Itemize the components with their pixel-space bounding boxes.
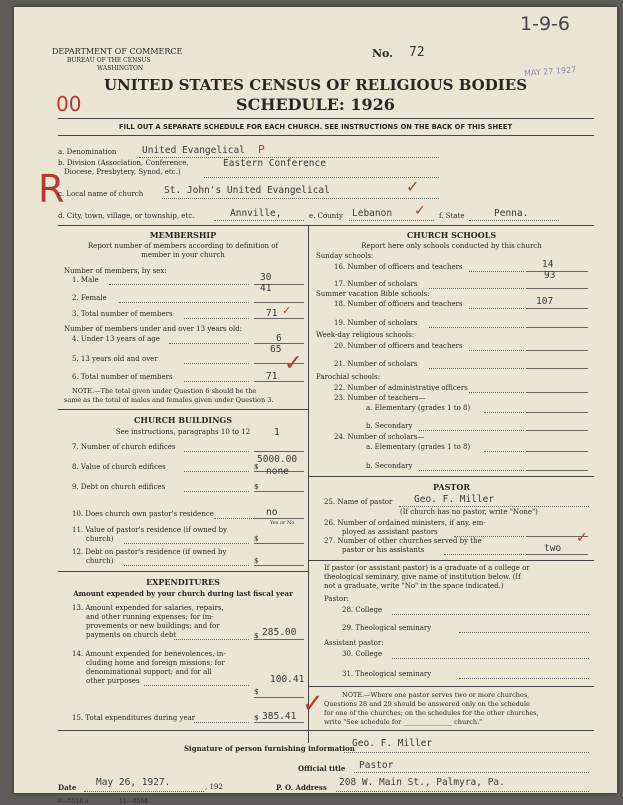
expenditures-intro: Amount expended by your church during last fiscal year — [73, 589, 293, 598]
q23a-label: a. Elementary (grades 1 to 8) — [366, 404, 471, 412]
division-value: Eastern Conference — [223, 158, 326, 169]
instruction-banner: FILL OUT A SEPARATE SCHEDULE FOR EACH CHURCH. SEE INSTRUCTIONS ON THE BACK OF THIS SHEET — [118, 123, 513, 131]
po-address-value: 208 W. Main St., Palmyra, Pa. — [339, 777, 505, 788]
q25-value: Geo. F. Miller — [414, 494, 495, 505]
check-mark-q15: ✓ — [302, 689, 324, 719]
q10-yes-no-hint: Yes or No — [270, 520, 295, 526]
members-by-age-label: Number of members under and over 13 years old: — [64, 325, 243, 333]
pastor-note-3: for one of the churches; on the schedules for the other churches, — [324, 709, 539, 717]
schedule-no-prefix: No. — [372, 47, 394, 60]
po-address-label: P. O. Address — [276, 783, 327, 792]
expenditures-heading: EXPENDITURES — [146, 577, 220, 587]
division-label-2: Diocese, Presbytery, Synod, etc.) — [64, 168, 181, 176]
q13-line-3: provements or new buildings; and for — [86, 622, 220, 630]
q3-total-value: 71 — [266, 308, 278, 319]
q25-hint: (If church has no pastor, write "None") — [400, 508, 538, 516]
q19-label: 19. Number of scholars — [334, 319, 418, 327]
q16-label: 16. Number of officers and teachers — [334, 263, 463, 271]
census-schedule-sheet — [14, 7, 617, 805]
q9-debt-label: 9. Debt on church edifices — [72, 483, 166, 491]
received-date-stamp: MAY 27 1927 — [523, 65, 577, 78]
denomination-label: a. Denomination — [58, 148, 117, 156]
q13-line-4: payments on church debt — [86, 631, 177, 639]
q13-line-1: 13. Amount expended for salaries, repairs, — [72, 604, 224, 612]
state-value: Penna. — [494, 208, 529, 219]
city-value: Annville, — [230, 208, 282, 219]
signature-value: Geo. F. Miller — [352, 738, 433, 749]
pastor-note-4: write "See schedule for _______________ church." — [324, 718, 483, 726]
county-value: Lebanon — [352, 208, 393, 219]
q16-value: 14 — [542, 259, 554, 270]
q3-total-label: 3. Total number of members — [72, 310, 173, 318]
summer-schools-label: Summer vacation Bible schools: — [316, 290, 430, 298]
q10-owns-residence-value: no — [266, 507, 278, 518]
q25-label: 25. Name of pastor — [324, 498, 393, 506]
buildings-intro: See instructions, paragraphs 10 to 12 — [115, 428, 251, 436]
department-name: DEPARTMENT OF COMMERCE — [52, 47, 183, 56]
q14-line-1: 14. Amount expended for benevolences, in- — [72, 650, 226, 658]
q4-under13-value: 6 — [276, 333, 282, 344]
q1-male-value: 30 — [260, 272, 272, 283]
check-mark-local-name: ✓ — [406, 177, 420, 196]
schools-intro: Report here only schools conducted by this church — [361, 242, 542, 250]
division-label: b. Division (Association, Conference, — [58, 159, 189, 167]
q24b-label: b. Secondary — [366, 462, 413, 470]
q2-female-label: 2. Female — [72, 294, 107, 302]
membership-heading: MEMBERSHIP — [149, 230, 217, 240]
q26-label: 26. Number of ordained ministers, if any, em- — [324, 519, 486, 527]
q13-line-2: and other running expenses; for im- — [86, 613, 214, 621]
q14-line-4: other purposes — [86, 677, 140, 685]
county-label: e. County — [309, 212, 343, 220]
q6-total-value: 71 — [266, 371, 278, 382]
q30-label: 30. College — [342, 650, 383, 658]
q29-label: 29. Theological seminary — [342, 624, 432, 632]
q4-under13-label: 4. Under 13 years of age — [72, 335, 160, 343]
pastor-note-1: NOTE.—Where one pastor serves two or more churches, — [342, 691, 530, 699]
q27-value: two — [544, 543, 562, 554]
corner-pencil-note: 1-9-6 — [520, 13, 570, 35]
q18-label: 18. Number of officers and teachers — [334, 300, 463, 308]
q10-owns-residence-label: 10. Does church own pastor's residence — [72, 510, 214, 518]
q14-line-2: cluding home and foreign missions; for — [86, 659, 225, 667]
sunday-schools-label: Sunday schools: — [316, 252, 374, 260]
date-label: Date — [58, 783, 77, 792]
local-name-value: St. John's United Evangelical — [164, 185, 330, 196]
q7-edifices-label: 7. Number of church edifices — [72, 443, 176, 451]
check-mark-q3: ✓ — [282, 304, 292, 317]
q17-label: 17. Number of scholars — [334, 280, 418, 288]
pastor-heading: PASTOR — [433, 482, 470, 492]
q11-dollar: $ — [254, 535, 259, 543]
date-suffix: , 192 — [205, 783, 223, 791]
q15-total-label: 15. Total expenditures during year — [72, 714, 196, 722]
q21-label: 21. Number of scholars — [334, 360, 418, 368]
q2-female-value: 41 — [260, 283, 272, 294]
members-by-sex-label: Number of members, by sex: — [64, 267, 167, 275]
schools-heading: CHURCH SCHOOLS — [406, 230, 497, 240]
q1-male-label: 1. Male — [72, 276, 99, 284]
q20-label: 20. Number of officers and teachers — [334, 342, 463, 350]
denomination-value: United Evangelical — [142, 145, 245, 156]
q23-label: 23. Number of teachers— — [334, 394, 426, 402]
q9-debt-value: none — [266, 466, 289, 477]
q28-label: 28. College — [342, 606, 383, 614]
check-mark-q6: ✓ — [284, 351, 303, 376]
form-code: 6—5518 a — [58, 798, 89, 805]
signature-label: Signature of person furnishing information — [184, 744, 355, 753]
membership-intro-2: member in your church — [141, 251, 225, 259]
schedule-number: 72 — [409, 45, 425, 60]
q24-label: 24. Number of scholars— — [334, 433, 425, 441]
graduate-line-1: If pastor (or assistant pastor) is a graduate of a college or — [324, 564, 530, 572]
q11-residence-value-label: 11. Value of pastor's residence (if owned by — [72, 526, 227, 534]
q26-label-2: ployed as assistant pastors — [342, 528, 438, 536]
q14-amount: 100.41 — [270, 674, 305, 685]
official-title-label: Official title — [298, 764, 346, 773]
q27-label-2: pastor or his assistants — [342, 546, 425, 554]
membership-intro-1: Report number of members according to definition of — [87, 242, 279, 250]
q5-over13-value: 65 — [270, 344, 282, 355]
pastor-note-2: Questions 28 and 29 should be answered only on the schedule — [324, 700, 530, 708]
q17-value: 93 — [544, 270, 556, 281]
q8-value-label: 8. Value of church edifices — [72, 463, 166, 471]
city-label: d. City, town, village, or township, etc. — [58, 212, 195, 220]
q7-edifices-value: 1 — [274, 427, 280, 438]
check-mark-county: ✓ — [414, 203, 426, 219]
q15-dollar: $ — [254, 714, 259, 722]
graduate-line-3: not a graduate, write "No" in the space indicated.) — [324, 582, 504, 590]
red-zero-mark: 00 — [56, 92, 82, 116]
form-subtitle: SCHEDULE: 1926 — [236, 95, 395, 114]
weekday-schools-label: Week-day religious schools: — [316, 331, 415, 339]
buildings-heading: CHURCH BUILDINGS — [134, 415, 232, 425]
red-p-mark: P — [258, 143, 265, 156]
q8-dollar: $ — [254, 463, 259, 471]
official-title-value: Pastor — [359, 760, 394, 771]
q11-residence-value-label-2: church) — [86, 535, 114, 543]
red-r-mark: R — [38, 167, 65, 211]
check-mark-q27: ✓ — [576, 530, 588, 546]
q15-amount: 385.41 — [262, 711, 297, 722]
q14-dollar: $ — [254, 688, 259, 696]
q12-residence-debt-label-2: church) — [86, 557, 114, 565]
q14-line-3: denominational support; and for all — [86, 668, 212, 676]
q12-dollar: $ — [254, 557, 259, 565]
membership-note-1: NOTE.—The total given under Question 6 should be the — [72, 387, 257, 395]
bureau-city: WASHINGTON — [97, 65, 144, 72]
graduate-line-2: theological seminary, give name of institution below. (If — [324, 573, 521, 581]
q24a-label: a. Elementary (grades 1 to 8) — [366, 443, 471, 451]
q18-value: 107 — [536, 296, 554, 307]
q6-total-label: 6. Total number of members — [72, 373, 173, 381]
q8-value-amount: 5000.00 — [257, 454, 298, 465]
local-name-label: c. Local name of church — [58, 190, 144, 198]
membership-note-2: same as the total of males and females given under Question 3. — [64, 396, 274, 404]
assistant-pastor-subheading: Assistant pastor: — [324, 639, 384, 647]
q13-amount: 285.00 — [262, 627, 297, 638]
form-code-2: 11—9564 — [119, 798, 148, 805]
q9-dollar: $ — [254, 483, 259, 491]
q12-residence-debt-label: 12. Debt on pastor's residence (if owned by — [72, 548, 227, 556]
date-value: May 26, 1927. — [96, 777, 171, 788]
pastor-subheading: Pastor: — [324, 595, 349, 603]
q22-label: 22. Number of administrative officers — [334, 384, 468, 392]
form-title: UNITED STATES CENSUS OF RELIGIOUS BODIES — [103, 76, 528, 94]
q27-label: 27. Number of other churches served by the — [324, 537, 482, 545]
q13-dollar: $ — [254, 632, 259, 640]
parochial-schools-label: Parochial schools: — [316, 373, 381, 381]
q5-over13-label: 5. 13 years old and over — [72, 355, 158, 363]
bureau-name: BUREAU OF THE CENSUS — [67, 57, 151, 64]
state-label: f. State — [439, 212, 465, 220]
q23b-label: b. Secondary — [366, 422, 413, 430]
q31-label: 31. Theological seminary — [342, 670, 432, 678]
